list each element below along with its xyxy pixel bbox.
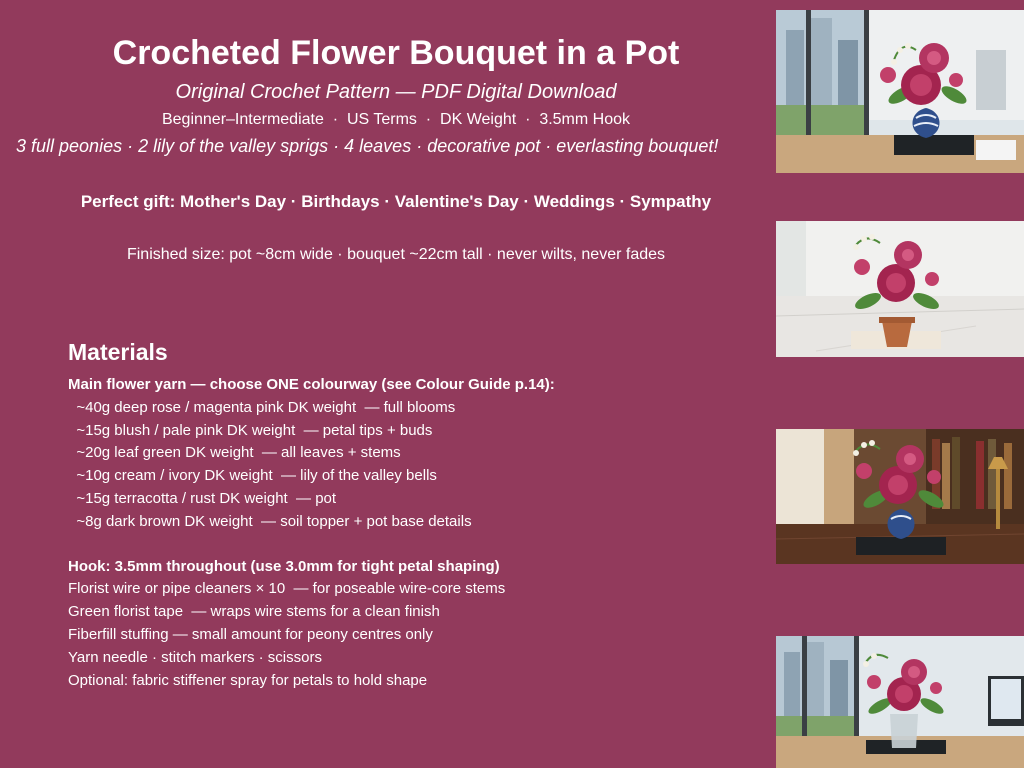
yarn-item: ~40g deep rose / magenta pink DK weight — full blooms xyxy=(76,398,456,416)
yarn-item: ~8g dark brown DK weight — soil topper + pot base details xyxy=(76,512,472,530)
pattern-specs: Beginner–Intermediate · US Terms · DK Weight · 3.5mm Hook xyxy=(161,111,631,128)
yarn-item: ~15g blush / pale pink DK weight — petal tips + buds xyxy=(76,421,433,439)
supply-item: Florist wire or pipe cleaners × 10 — for poseable wire-core stems xyxy=(68,580,506,598)
supply-item: Green florist tape — wraps wire stems for a clean finish xyxy=(68,603,440,621)
materials-heading: Materials xyxy=(68,339,168,365)
product-photo-marble xyxy=(776,221,1024,357)
product-photo-office xyxy=(776,10,1024,173)
finished-size: Finished size: pot ~8cm wide · bouquet ~22cm tall · never wilts, never fades xyxy=(126,246,666,263)
gift-occasions: Perfect gift: Mother's Day · Birthdays · Valentine's Day · Weddings · Sympathy xyxy=(80,192,712,211)
supply-item: Yarn needle · stitch markers · scissors xyxy=(68,648,322,666)
product-photo-library xyxy=(776,429,1024,564)
bouquet-contents: 3 full peonies · 2 lily of the valley sprigs · 4 leaves · decorative pot · everlasting bouquet! xyxy=(16,136,719,156)
supply-item: Optional: fabric stiffener spray for petals to hold shape xyxy=(68,671,428,689)
yarn-item: ~10g cream / ivory DK weight — lily of the valley bells xyxy=(76,467,437,485)
yarn-item: ~20g leaf green DK weight — all leaves + stems xyxy=(76,444,401,462)
hook-size: Hook: 3.5mm throughout (use 3.0mm for tight petal shaping) xyxy=(68,557,500,575)
yarn-item: ~15g terracotta / rust DK weight — pot xyxy=(76,489,337,507)
product-photo-office-glass xyxy=(776,636,1024,768)
subtitle: Original Crochet Pattern — PDF Digital Download xyxy=(175,81,617,103)
yarn-heading: Main flower yarn — choose ONE colourway (see Colour Guide p.14): xyxy=(68,376,555,393)
materials-section xyxy=(68,338,768,692)
supply-item: Fiberfill stuffing — small amount for peony centres only xyxy=(68,625,433,643)
page-title: Crocheted Flower Bouquet in a Pot xyxy=(112,34,680,72)
